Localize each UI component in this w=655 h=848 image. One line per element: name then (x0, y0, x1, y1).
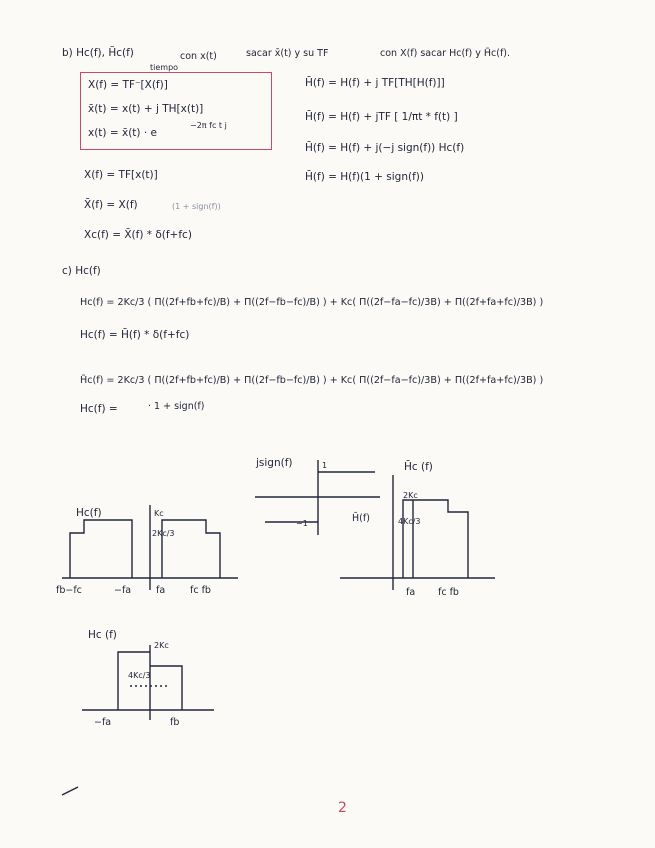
hc2-plot (82, 645, 214, 720)
hbar-k2: 4Kc/3 (398, 517, 421, 526)
right-eq-4: H̄(f) = H(f)(1 + sign(f)) (305, 171, 424, 183)
right-eq-2: H̄(f) = H(f) + jTF [ 1/πt * f(t) ] (305, 111, 458, 123)
hc-title: Hc(f) (76, 507, 102, 519)
box-line-2: x̄(t) = x(t) + j TH[x(t)] (88, 103, 204, 115)
hbar-tick-fa: fa (406, 587, 416, 598)
sign-minus-one-label: −1 (296, 519, 308, 528)
page-number: 2 (338, 800, 347, 816)
header-con-xf: con X(f) sacar Hc(f) y H̃c(f). (380, 48, 511, 59)
hbar-title: H̄c (f) (404, 461, 433, 473)
left-eq-3: Xc(f) = X̄(f) * δ(f+fc) (84, 229, 192, 241)
sign-title: jsign(f) (256, 457, 293, 469)
header-tiempo: tiempo (150, 63, 179, 72)
hc-tilde-equation: H̃c(f) = 2Kc/3 ( Π((2f+fb+fc)/B) + Π((2f−fb−fc)/B) ) + Kc( Π((2f−fa−fc)/3B) + Π((2f+fa+fc)/3B) ) (80, 375, 544, 386)
hc-last-lhs: Hc(f) = (80, 403, 118, 415)
hc-tick-1: fb−fc (56, 585, 82, 596)
box-line-3-exponent: −2π fc t j (190, 121, 227, 130)
hc-equation: Hc(f) = 2Kc/3 ( Π((2f+fb+fc)/B) + Π((2f−fb−fc)/B) ) + Kc( Π((2f−fa−fc)/3B) + Π((2f+fa+fc)/3B) ) (80, 297, 544, 308)
header-sacar: sacar x̄(t) y su TF (246, 48, 329, 59)
hc-k2-label: 2Kc/3 (152, 529, 175, 538)
box-line-3: x(t) = x̄(t) · e (88, 127, 157, 139)
hbar-label: H̄(f) (352, 513, 370, 524)
sign-one-label: 1 (322, 461, 328, 470)
right-eq-1: H̄(f) = H(f) + j TF[TH[H(f)]] (305, 77, 445, 89)
hc2-tick-1: −fa (94, 717, 112, 728)
right-eq-3: H̄(f) = H(f) + j(−j sign(f)) Hc(f) (305, 142, 465, 154)
hc2-k2: 4Kc/3 (128, 671, 151, 680)
hc-tick-4: fc fb (190, 585, 211, 596)
hc-tick-2: −fa (114, 585, 132, 596)
box-line-1: X(f) = TF⁻[X(f)] (88, 79, 168, 91)
hc-tick-3: fa (156, 585, 166, 596)
part-b-heading: b) Hc(f), H̃c(f) (62, 47, 134, 59)
hc-kc-label: Kc (154, 509, 164, 518)
part-c-heading: c) Hc(f) (62, 265, 101, 277)
left-eq-2: X̄(f) = X(f) (84, 199, 138, 211)
hc2-k1: 2Kc (154, 641, 169, 650)
header-with-xt: con x(t) (180, 51, 217, 62)
hc2-tick-2: fb (170, 717, 180, 728)
left-eq-2-note: (1 + sign(f)) (172, 202, 221, 211)
hc2-title: Hc (f) (88, 629, 117, 641)
hc-shift-equation: Hc(f) = H̄(f) * δ(f+fc) (80, 329, 190, 341)
hbar-k1: 2Kc (403, 491, 418, 500)
hbar-tick-fcfb: fc fb (438, 587, 459, 598)
left-eq-1: X(f) = TF[x(t)] (84, 169, 158, 181)
hc-last-rhs: · 1 + sign(f) (148, 401, 205, 412)
